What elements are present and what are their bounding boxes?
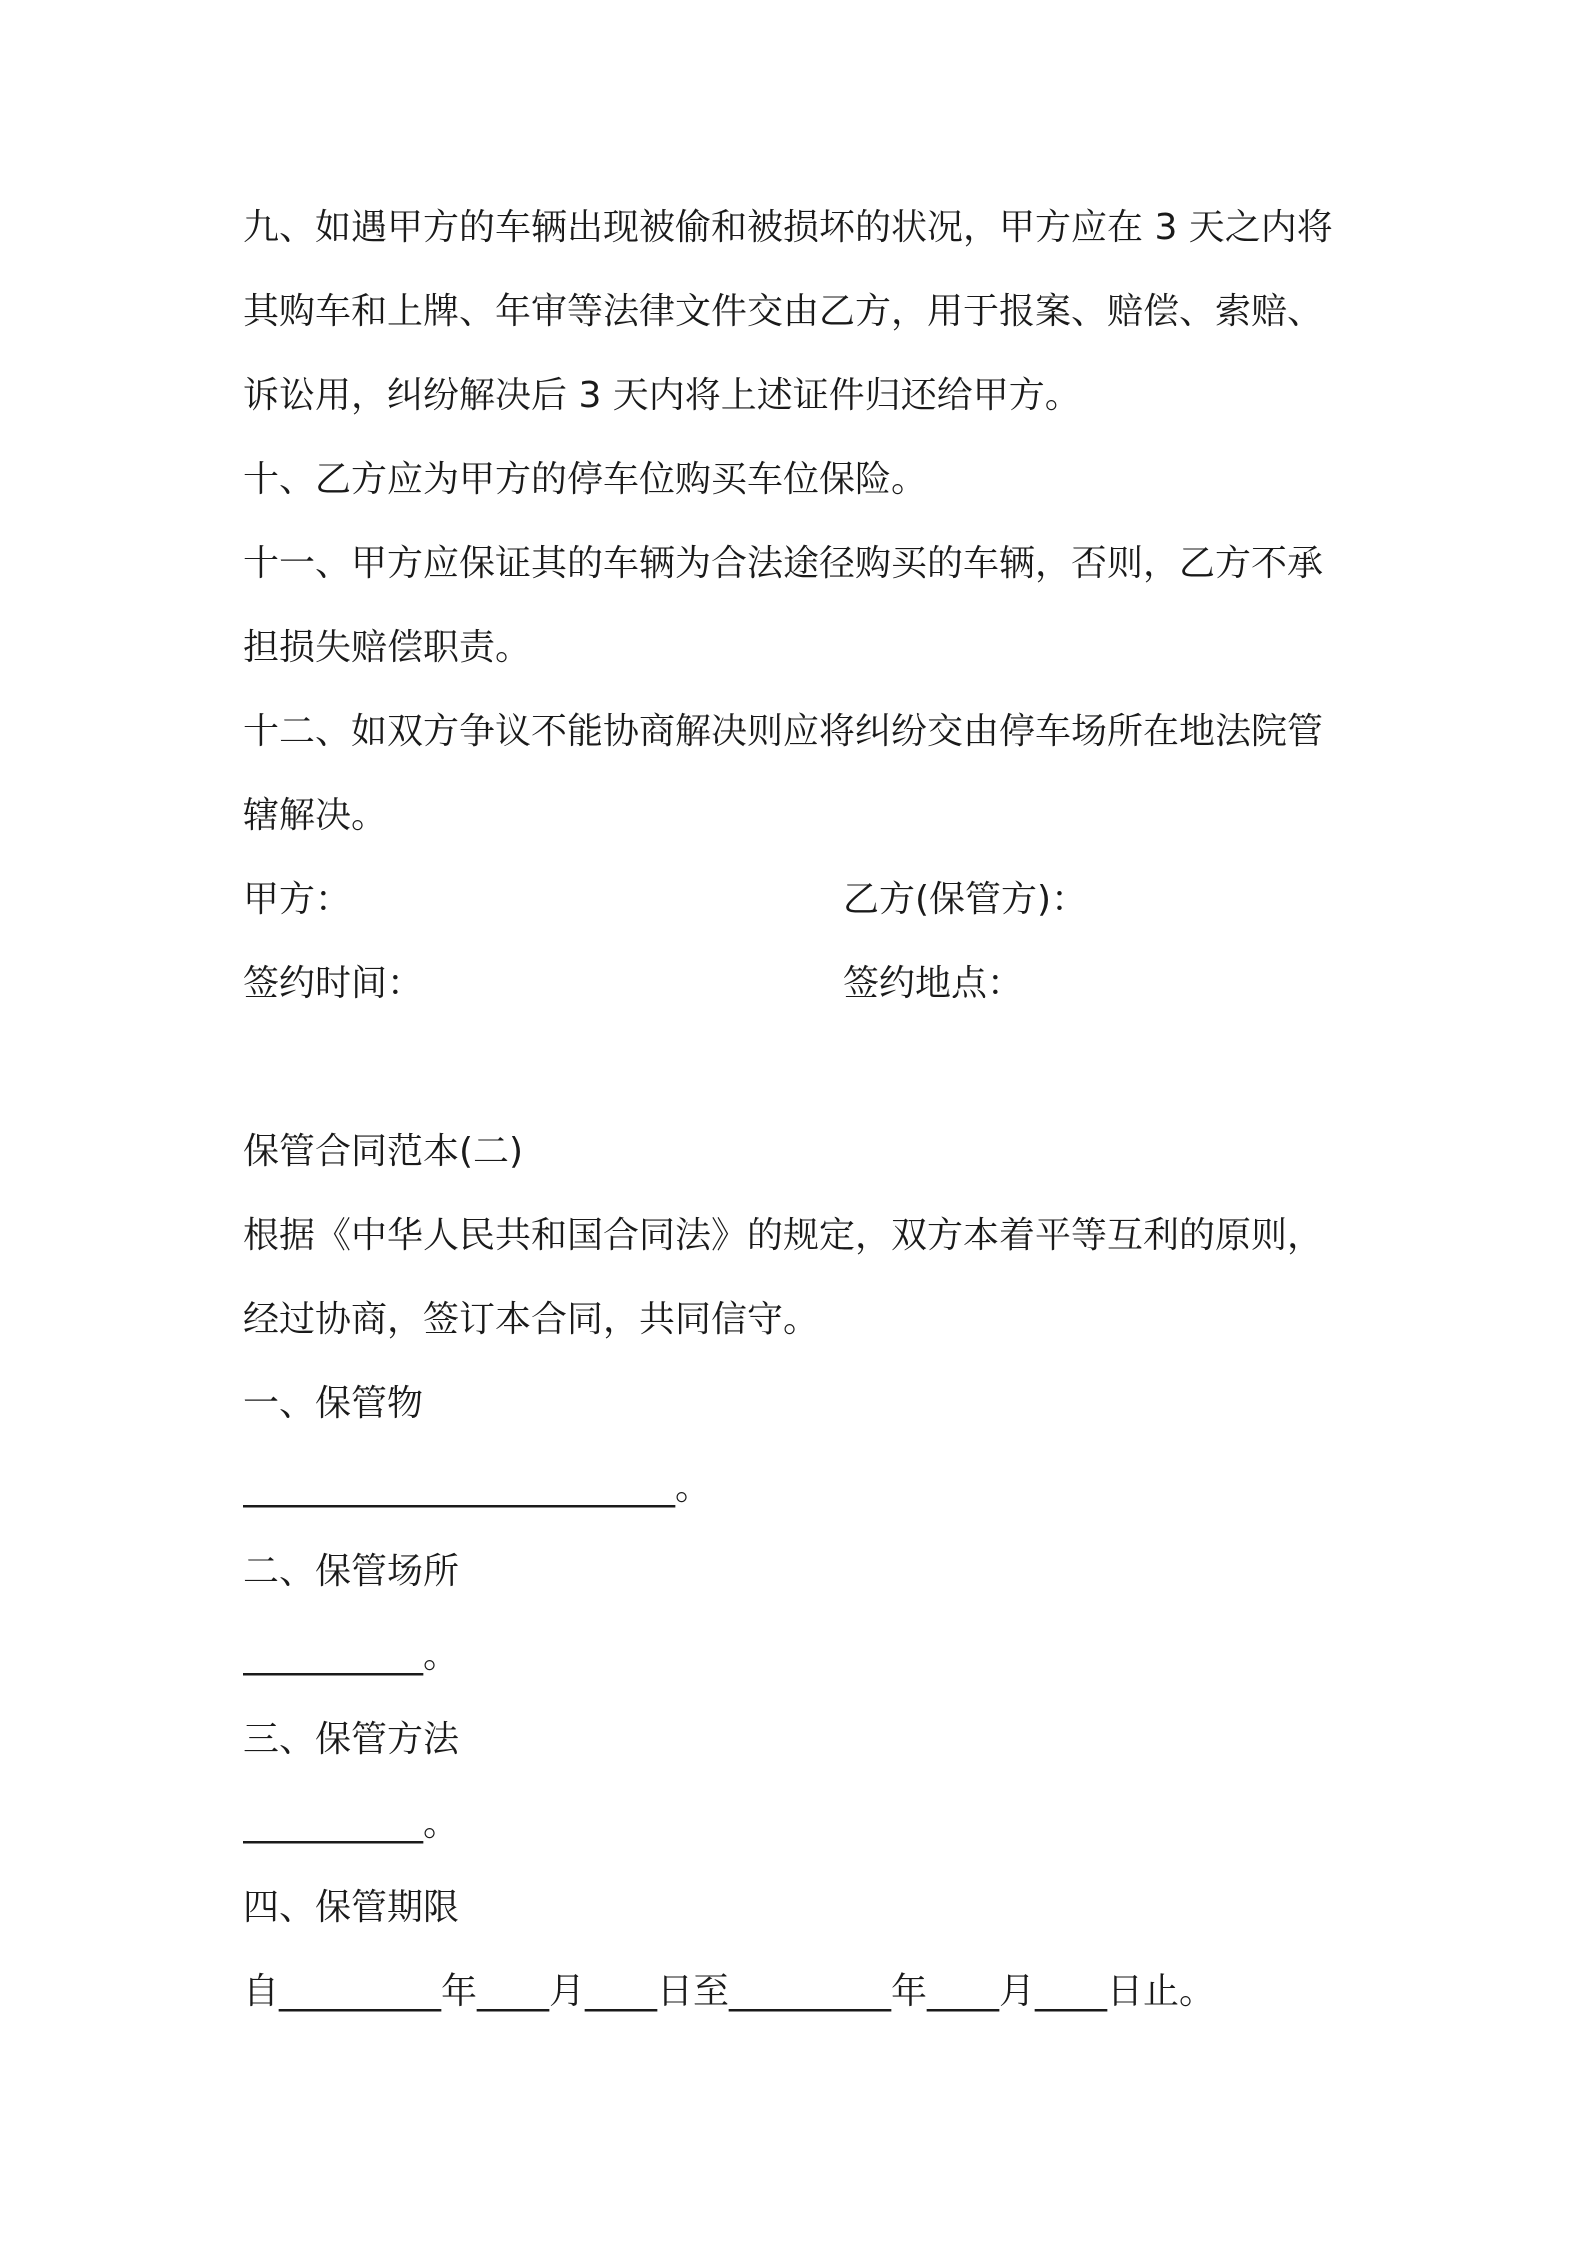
section-3-blank: __________。 bbox=[243, 1803, 460, 1844]
sign-place-label: 签约地点： bbox=[843, 963, 1024, 1004]
contract-title: 保管合同范本(二) bbox=[243, 1131, 524, 1172]
party-b-label: 乙方(保管方)： bbox=[843, 879, 1088, 920]
clause-12-line-2: 辖解决。 bbox=[243, 795, 388, 836]
signature-parties-row bbox=[243, 858, 1363, 942]
clause-9-line-3: 诉讼用，纠纷解决后 3 天内将上述证件归还给甲方。 bbox=[243, 375, 1081, 416]
document-content bbox=[243, 186, 1363, 2034]
intro-line-1: 根据《中华人民共和国合同法》的规定，双方本着平等互利的原则， bbox=[243, 1215, 1324, 1256]
clause-12-line-1: 十二、如双方争议不能协商解决则应将纠纷交由停车场所在地法院管 bbox=[243, 711, 1324, 752]
section-4-heading: 四、保管期限 bbox=[243, 1887, 460, 1928]
section-gap bbox=[243, 1026, 1363, 1110]
section-1-heading: 一、保管物 bbox=[243, 1383, 424, 1424]
clause-11-line-1: 十一、甲方应保证其的车辆为合法途径购买的车辆，否则，乙方不承 bbox=[243, 543, 1324, 584]
section-1-blank: ________________________。 bbox=[243, 1467, 711, 1508]
party-a-label: 甲方： bbox=[243, 879, 352, 920]
section-3-heading: 三、保管方法 bbox=[243, 1719, 460, 1760]
clause-10-line-1: 十、乙方应为甲方的停车位购买车位保险。 bbox=[243, 459, 928, 500]
section-2-blank: __________。 bbox=[243, 1635, 460, 1676]
section-2-heading: 二、保管场所 bbox=[243, 1551, 460, 1592]
clause-9-line-1: 九、如遇甲方的车辆出现被偷和被损坏的状况，甲方应在 3 天之内将 bbox=[243, 207, 1333, 248]
section-4-period: 自_________年____月____日至_________年____月____日止。 bbox=[243, 1971, 1216, 2012]
sign-time-label: 签约时间： bbox=[243, 963, 424, 1004]
clause-9-line-2: 其购车和上牌、年审等法律文件交由乙方，用于报案、赔偿、索赔、 bbox=[243, 291, 1324, 332]
clause-11-line-2: 担损失赔偿职责。 bbox=[243, 627, 532, 668]
signature-date-place-row bbox=[243, 942, 1363, 1026]
intro-line-2: 经过协商，签订本合同，共同信守。 bbox=[243, 1299, 820, 1340]
